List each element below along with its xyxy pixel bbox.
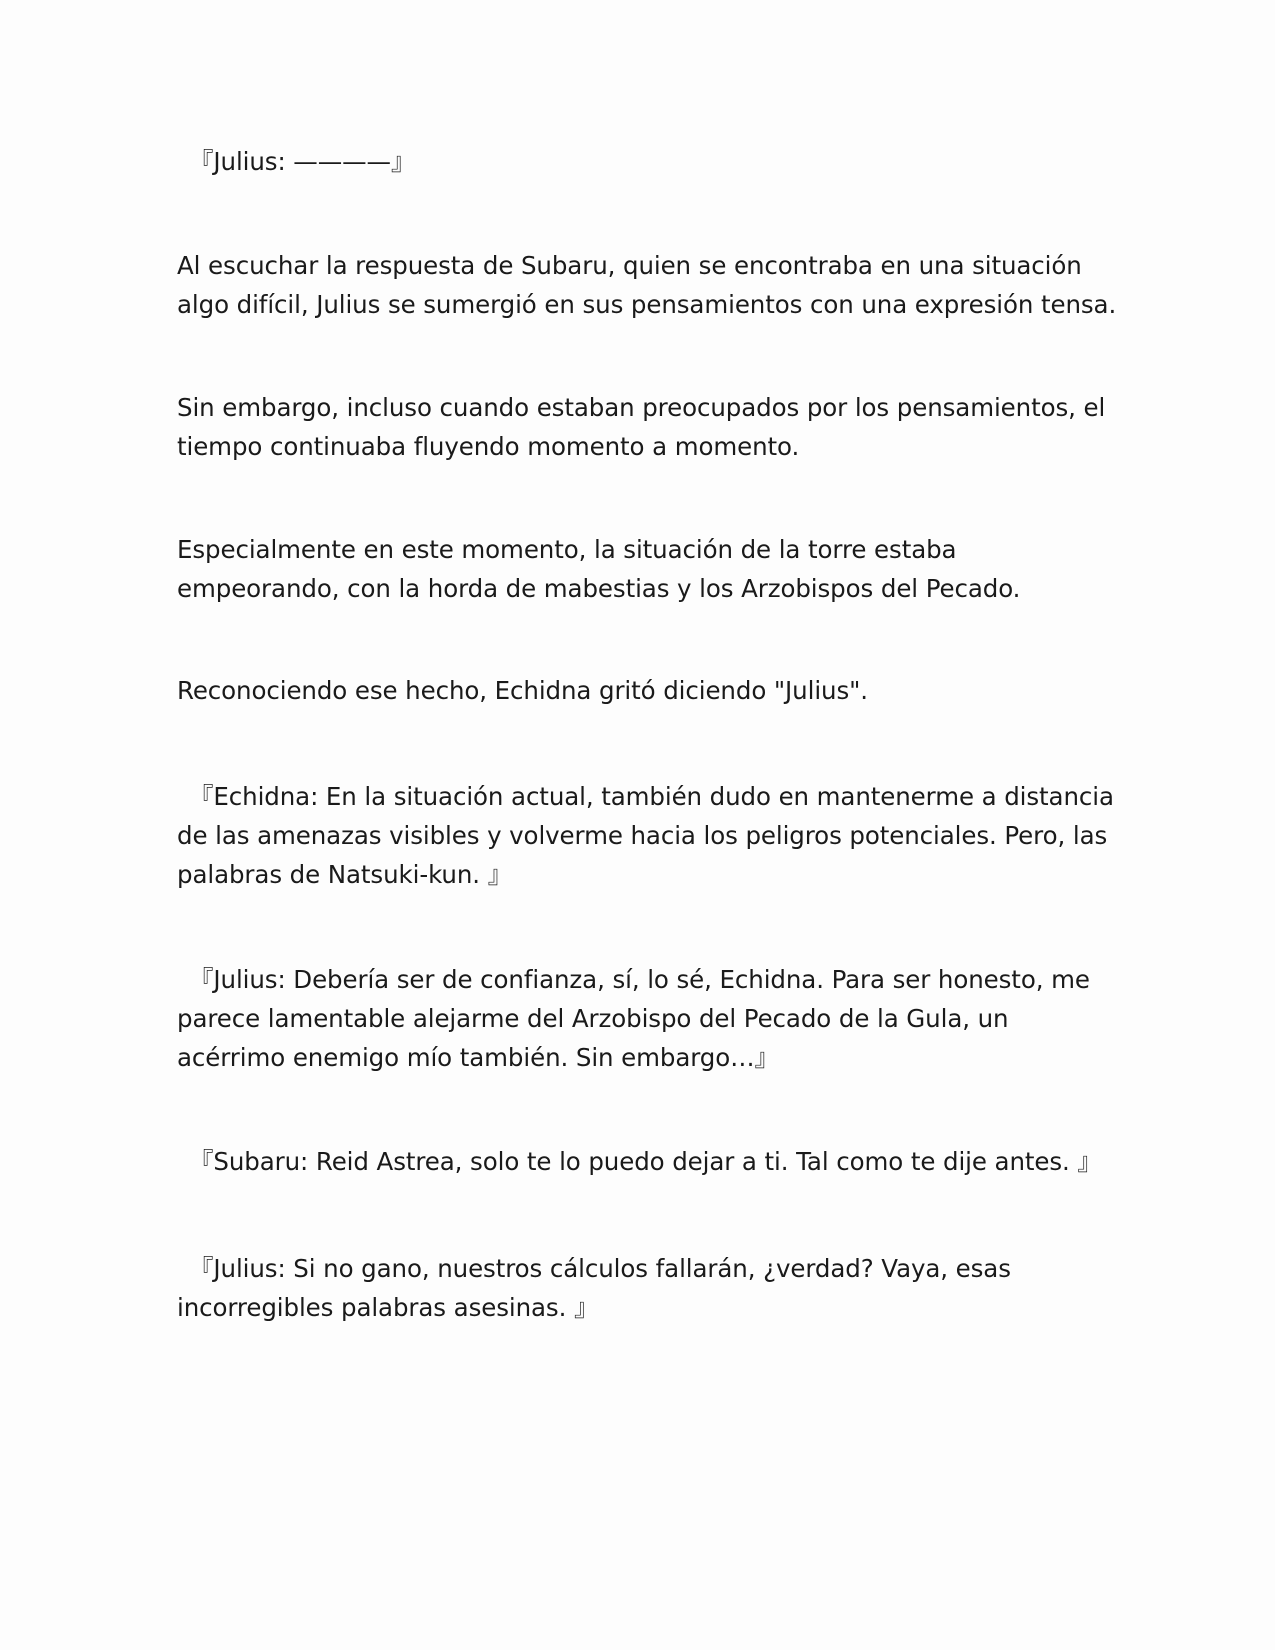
dialogue-subaru: 『Subaru: Reid Astrea, solo te lo puedo dejar a ti. Tal como te dije antes. 』	[189, 1147, 1102, 1176]
dialogue-julius-3: 『Julius: Si no gano, nuestros cálculos fallarán, ¿verdad? Vaya, esas incorregibles palabras asesinas. 』	[177, 1254, 1011, 1322]
narration-paragraph-1: Al escuchar la respuesta de Subaru, quien se encontraba en una situación algo difícil, Julius se sumergió en sus pensamientos con una expresión tensa.	[177, 251, 1117, 319]
dialogue-echidna: 『Echidna: En la situación actual, también dudo en mantenerme a distancia de las amenazas visibles y volverme hacia los peligros potenciales. Pero, las palabras de Natsuki-kun. 』	[177, 782, 1114, 889]
narration-paragraph-4: Reconociendo ese hecho, Echidna gritó diciendo "Julius".	[177, 676, 868, 705]
narration-paragraph-2: Sin embargo, incluso cuando estaban preocupados por los pensamientos, el tiempo continuaba fluyendo momento a momento.	[177, 393, 1106, 461]
dialogue-julius-2: 『Julius: Debería ser de confianza, sí, lo sé, Echidna. Para ser honesto, me parece lamentable alejarme del Arzobispo del Pecado de la Gula, un acérrimo enemigo mío también. Sin embargo…』	[177, 965, 1090, 1072]
narration-paragraph-3: Especialmente en este momento, la situación de la torre estaba empeorando, con la horda de mabestias y los Arzobispos del Pecado.	[177, 535, 1021, 603]
dialogue-julius-1: 『Julius: ————』	[189, 147, 416, 176]
